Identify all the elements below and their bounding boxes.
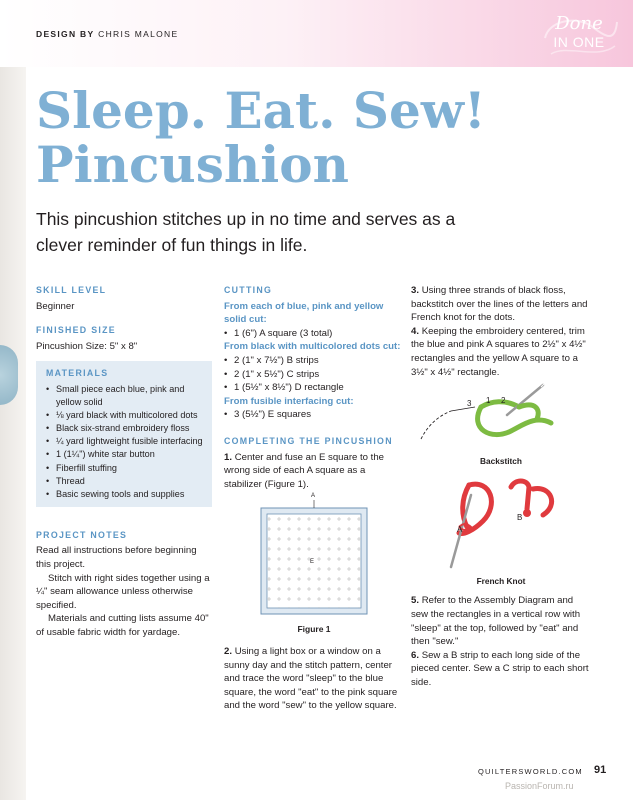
- notes-heading: PROJECT NOTES: [36, 529, 128, 540]
- skill-value: Beginner: [36, 300, 75, 312]
- step-1-number: 1.: [224, 451, 233, 463]
- column-2: [224, 284, 404, 713]
- step-1-text: Center and fuse an E square to the wrong side of each A square as a stabilizer (Figure 1).: [224, 451, 385, 490]
- cutting-sub-3: From fusible interfacing cut:: [224, 395, 354, 407]
- title-line-2: Pincushion: [36, 135, 349, 194]
- subtitle: This pincushion stitches up in no time and serves as a clever reminder of fun things in life.: [36, 209, 456, 255]
- cutting-list-1: [224, 327, 404, 341]
- step-5-number: 5.: [411, 595, 420, 607]
- notes-p3: Materials and cutting lists assume 40" of usable fabric width for yardage.: [36, 613, 209, 638]
- cutting-list-3: [224, 408, 404, 422]
- byline-label: DESIGN BY: [36, 29, 95, 39]
- step-2-number: 2.: [224, 645, 233, 657]
- figure-1: [224, 494, 404, 619]
- step-2-text: Using a light box or a window on a sunny day and the stitch pattern, center and trace the word "sleep" to the blue square, the word "eat" to the pink square and the word "sew" to the yellow square.: [224, 645, 398, 712]
- list-item: • 3 (5½") E squares: [234, 408, 404, 422]
- step-6-number: 6.: [411, 649, 420, 661]
- step-6: [411, 649, 591, 690]
- notes-p2: Stitch with right sides together using a ¼" seam allowance unless otherwise specified.: [36, 572, 210, 611]
- step-3: [411, 284, 591, 325]
- page-title: [36, 81, 486, 194]
- step-6-text: Sew a B strip to each long side of the pieced center. Sew a C strip to each short side.: [411, 649, 589, 688]
- list-item: • 1 (5½" x 8½") D rectangle: [234, 381, 404, 395]
- materials-heading: MATERIALS: [46, 368, 109, 379]
- step-5: [411, 594, 591, 648]
- finished-heading: FINISHED SIZE: [36, 325, 116, 336]
- backstitch-illustration: [411, 379, 591, 455]
- french-knot-caption: French Knot: [476, 575, 526, 586]
- backstitch-diagram: [411, 379, 591, 455]
- step-2: [224, 645, 404, 713]
- watermark: PassionForum.ru: [505, 781, 574, 791]
- figure-1-label-a: A: [311, 493, 316, 500]
- cutting-list-2: [224, 354, 404, 395]
- skill-heading: SKILL LEVEL: [36, 285, 107, 295]
- badge-in-one: IN ONE: [553, 34, 605, 50]
- list-item: • Small piece each blue, pink and yellow solid: [56, 383, 212, 409]
- list-item: • ¼ yard lightweight fusible interfacing: [56, 435, 212, 448]
- figure-1-label-e: E: [310, 559, 315, 566]
- list-item: • 2 (1" x 5½") C strips: [234, 368, 404, 382]
- cutting-heading: CUTTING: [224, 285, 273, 295]
- column-3: [411, 284, 591, 690]
- figure-1-caption: Figure 1: [297, 624, 331, 635]
- done-in-one-badge: [537, 14, 621, 62]
- materials-box: [36, 361, 212, 506]
- backstitch-num-2: 2: [501, 396, 506, 406]
- step-4-number: 4.: [411, 325, 420, 337]
- backstitch-num-3: 3: [467, 399, 472, 409]
- completing-heading: COMPLETING THE PINCUSHION: [224, 435, 393, 446]
- materials-list: [46, 383, 212, 501]
- list-item: • Basic sewing tools and supplies: [56, 488, 212, 501]
- knot-label-b: B: [517, 512, 523, 522]
- cutting-sub-2: From black with multicolored dots cut:: [224, 341, 401, 353]
- finished-value: Pincushion Size: 5" x 8": [36, 340, 138, 352]
- list-item: • 2 (1" x 7½") B strips: [234, 354, 404, 368]
- step-4-text: Keeping the embroidery centered, trim the blue and pink A squares to 2½" x 4½" rectangles and the yellow A square to a 3½" x 4½" rectangle.: [411, 325, 586, 378]
- french-knot-illustration: [411, 475, 591, 575]
- designer-name: CHRIS MALONE: [98, 29, 179, 39]
- footer-site: QUILTERSWORLD.COM: [478, 767, 583, 776]
- page-number: 91: [594, 764, 607, 776]
- list-item: • 1 (6") A square (3 total): [234, 327, 404, 341]
- step-1: [224, 451, 404, 492]
- step-5-text: Refer to the Assembly Diagram and sew the rectangles in a vertical row with "sleep" at the top, followed by "eat" and then "sew.": [411, 595, 581, 648]
- step-4: [411, 325, 591, 379]
- backstitch-caption: Backstitch: [480, 456, 522, 467]
- knot-label-a: A: [457, 524, 463, 534]
- step-3-text: Using three strands of black floss, backstitch over the lines of the letters and French knot for the dots.: [411, 285, 588, 324]
- list-item: • Black six-strand embroidery floss: [56, 422, 212, 435]
- list-item: • Thread: [56, 475, 212, 488]
- byline: [36, 29, 178, 39]
- cutting-sub-1: From each of blue, pink and yellow solid cut:: [224, 300, 384, 326]
- french-knot-diagram: [411, 475, 591, 575]
- title-line-1: Sleep. Eat. Sew!: [36, 81, 486, 140]
- badge-done: Done: [555, 13, 603, 34]
- thread-spool-edge: [0, 345, 18, 405]
- column-1: [36, 284, 212, 640]
- list-item: • Fiberfill stuffing: [56, 462, 212, 475]
- list-item: • ⅛ yard black with multicolored dots: [56, 409, 212, 422]
- notes-p1: Read all instructions before beginning this project.: [36, 545, 197, 570]
- backstitch-num-1: 1: [486, 396, 491, 406]
- step-3-number: 3.: [411, 285, 420, 296]
- list-item: • 1 (1¼") white star button: [56, 448, 212, 461]
